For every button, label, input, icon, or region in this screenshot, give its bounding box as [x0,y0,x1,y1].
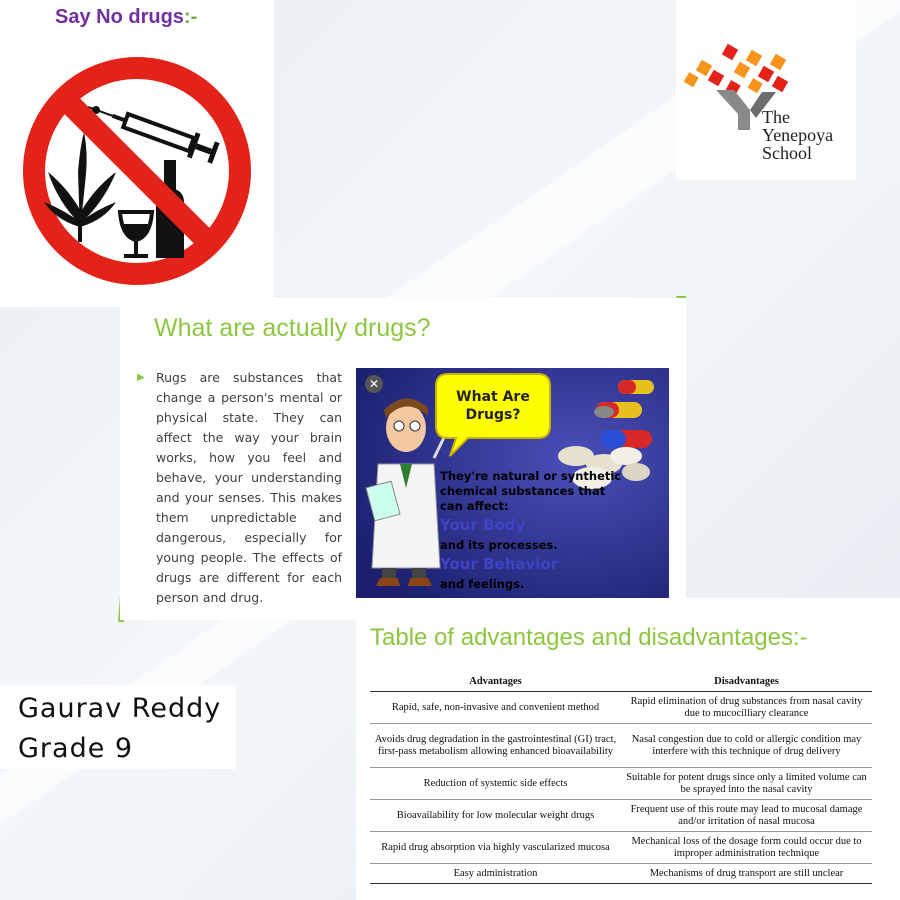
your-body-text: Your Body [440,516,526,534]
disadvantage-cell: Suitable for potent drugs since only a limited volume can be sprayed into the nasal cavity [621,768,872,800]
table-header-row [370,672,872,692]
your-behavior-text: Your Behavior [440,555,559,573]
drugs-illustration [356,368,669,598]
header-advantages: Advantages [370,672,621,692]
bubble-text: What Are Drugs? [456,389,530,423]
advantage-cell: Bioavailability for low molecular weight drugs [370,800,621,832]
illustration-text: They're natural or synthetic chemical substances that can affect: [440,469,622,513]
advantage-cell: Reduction of systemic side effects [370,768,621,800]
table-row [370,692,872,724]
table-row [370,800,872,832]
no-drugs-icon [18,52,256,290]
table-row [370,864,872,884]
title-separator: :- [183,6,198,28]
disadvantage-cell: Rapid elimination of drug substances from nasal cavity due to mucocilliary clearance [621,692,872,724]
table-row [370,832,872,864]
logo-line: Yenepoya [762,125,834,145]
disadvantage-cell: Mechanical loss of the dosage form could occur due to improper administration technique [621,832,872,864]
drugs-description: Rugs are substances that change a person's mental or physical state. They can affect the way your brain works, how you feel and behave, your understanding and your senses. This makes them unpredictable and dangerous, especially for young people. The effects of drugs are different for each person and drug. [156,370,342,605]
advantage-cell: Avoids drug degradation in the gastrointestinal (GI) tract, first-pass metabolism allowing enhanced bioavailability [370,724,621,768]
author-name: Gaurav Reddy [18,693,222,724]
logo-line: School [762,143,813,163]
what-are-drugs-panel [120,298,686,620]
say-no-drugs-title [55,6,197,29]
advantage-cell: Rapid drug absorption via highly vascularized mucosa [370,832,621,864]
say-no-drugs-panel [0,0,274,307]
header-disadvantages: Disadvantages [621,672,872,692]
disadvantage-cell: Mechanisms of drug transport are still unclear [621,864,872,884]
processes-text: and its processes. [440,538,558,552]
advantages-table-panel [356,598,900,900]
advantages-table-title: Table of advantages and disadvantages:- [370,624,808,651]
table-row [370,724,872,768]
what-are-drugs-title: What are actually drugs? [154,314,431,342]
author-grade: Grade 9 [18,733,134,764]
advantage-cell: Rapid, safe, non-invasive and convenient method [370,692,621,724]
logo-line: The [762,107,790,127]
what-are-drugs-image [356,368,669,598]
close-icon: ✕ [368,377,380,391]
table-row [370,768,872,800]
feelings-text: and feelings. [440,577,525,591]
disadvantage-cell: Nasal congestion due to cold or allergic condition may interfere with this technique of drug delivery [621,724,872,768]
bullet-arrow-icon: ▶ [137,372,145,383]
title-text: Say No drugs [55,6,184,28]
logo-text [762,108,833,162]
advantages-disadvantages-table [370,672,872,884]
advantage-cell: Easy administration [370,864,621,884]
disadvantage-cell: Frequent use of this route may lead to mucosal damage and/or irritation of nasal mucosa [621,800,872,832]
author-panel [0,685,236,769]
